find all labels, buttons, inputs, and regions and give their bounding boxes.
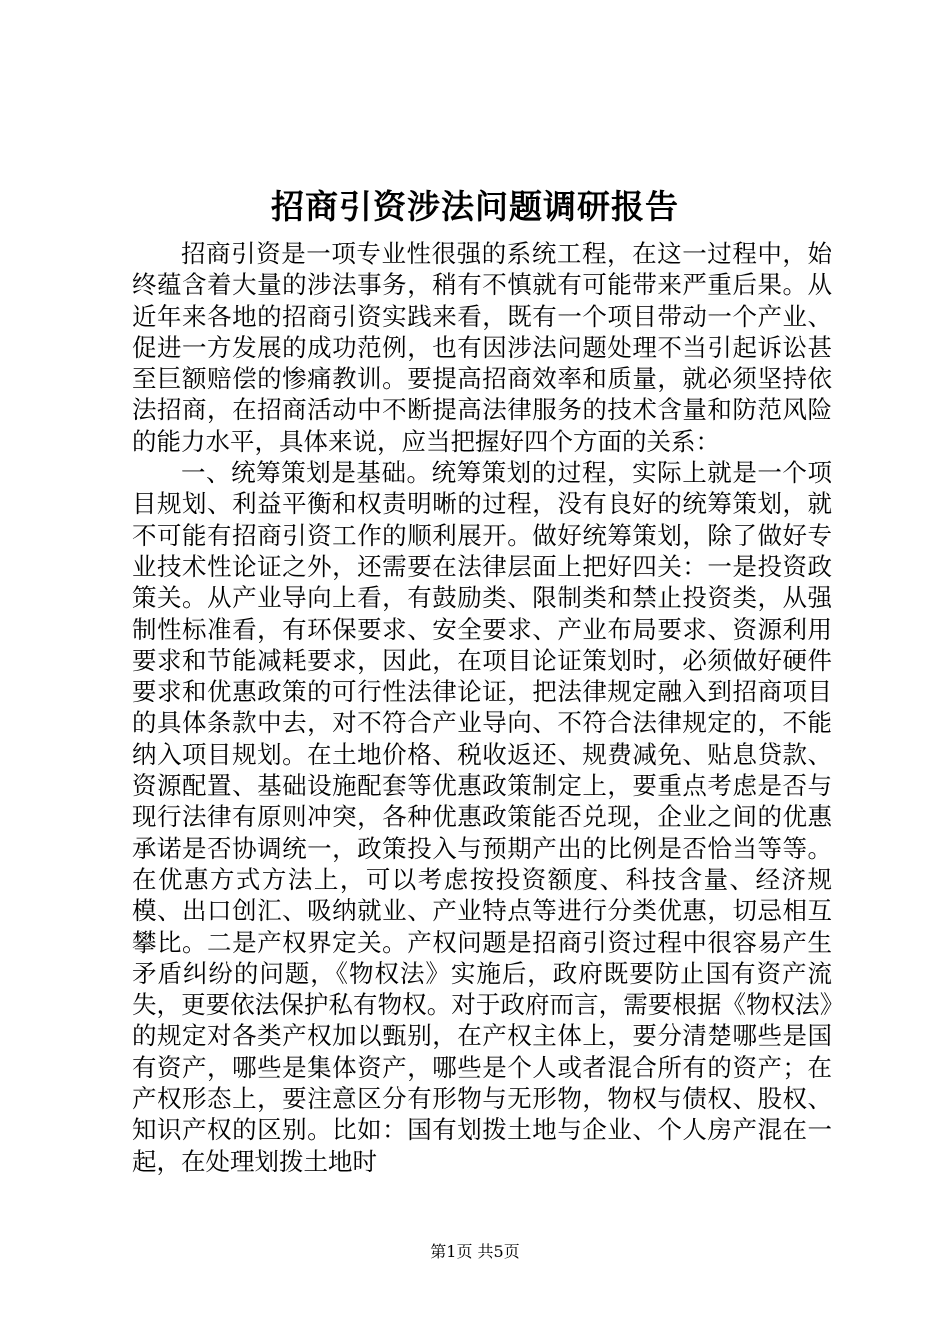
paragraph-intro: 招商引资是一项专业性很强的系统工程，在这一过程中，始终蕴含着大量的涉法事务，稍有不慎就有可能带来严重后果。从近年来各地的招商引资实践来看，既有一个项目带动一个产业、促进一方发展的成功范例，也有因涉法问题处理不当引起诉讼甚至巨额赔偿的惨痛教训。要提高招商效率和质量，就必须坚持依法招商，在招商活动中不断提高法律服务的技术含量和防范风险的能力水平，具体来说，应当把握好四个方面的关系： bbox=[132, 239, 832, 456]
document-title: 招商引资涉法问题调研报告 bbox=[271, 187, 679, 226]
paragraph-section-one: 一、统筹策划是基础。统筹策划的过程，实际上就是一个项目规划、利益平衡和权责明晰的过程，没有良好的统筹策划，就不可能有招商引资工作的顺利展开。做好统筹策划，除了做好专业技术性论证之外，还需要在法律层面上把好四关：一是投资政策关。从产业导向上看，有鼓励类、限制类和禁止投资类，从强制性标准看，有环保要求、安全要求、产业布局要求、资源利用要求和节能减耗要求，因此，在项目论证策划时，必须做好硬件要求和优惠政策的可行性法律论证，把法律规定融入到招商项目的具体条款中去，对不符合产业导向、不符合法律规定的，不能纳入项目规划。在土地价格、税收返还、规费减免、贴息贷款、资源配置、基础设施配套等优惠政策制定上，要重点考虑是否与现行法律有原则冲突，各种优惠政策能否兑现，企业之间的优惠承诺是否协调统一，政策投入与预期产出的比例是否恰当等等。在优惠方式方法上，可以考虑按投资额度、科技含量、经济规模、出口创汇、吸纳就业、产业特点等进行分类优惠，切忌相互攀比。二是产权界定关。产权问题是招商引资过程中很容易产生矛盾纠纷的问题，《物权法》实施后，政府既要防止国有资产流失，更要依法保护私有物权。对于政府而言，需要根据《物权法》的规定对各类产权加以甄别，在产权主体上，要分清楚哪些是国有资产，哪些是集体资产，哪些是个人或者混合所有的资产；在产权形态上，要注意区分有形物与无形物，物权与债权、股权、知识产权的区别。比如：国有划拨土地与企业、个人房产混在一起，在处理划拨土地时 bbox=[132, 458, 832, 1176]
page-number-footer: 第1页 共5页 bbox=[430, 1242, 520, 1261]
document-body bbox=[132, 238, 832, 1177]
